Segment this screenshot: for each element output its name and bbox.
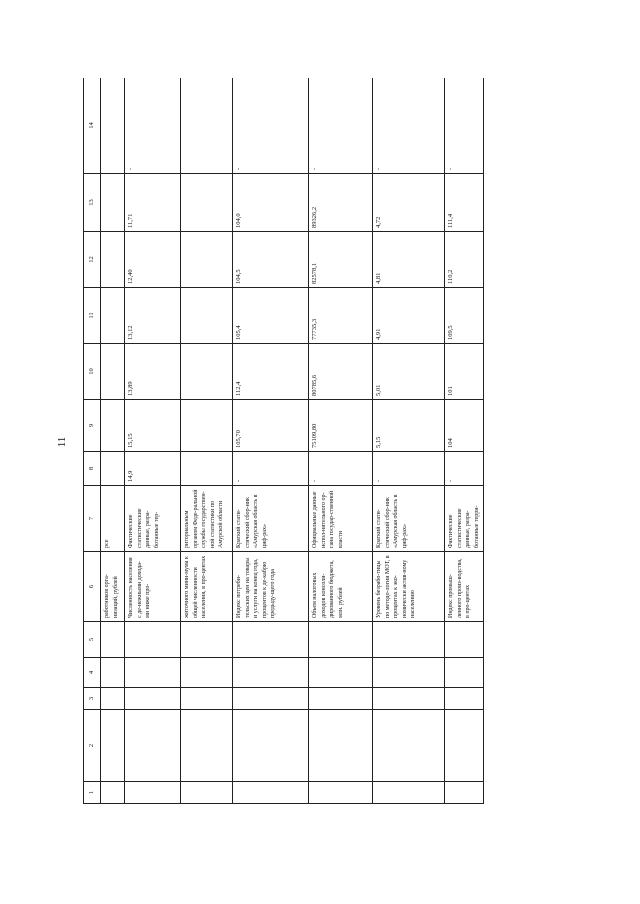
header-cell: 2 [84,710,101,782]
value-cell: - [373,78,445,174]
value-cell [101,344,125,400]
header-cell: 6 [84,552,101,622]
value-cell [181,400,233,452]
value-cell: - [233,452,309,486]
empty-cell [373,688,445,710]
source-cell: риториальным органом Феде-ральной службы государствен-ной статистики по Амурской области [181,486,233,552]
empty-cell [309,782,373,804]
empty-cell [309,688,373,710]
empty-cell [233,688,309,710]
value-cell: - [125,78,181,174]
value-cell [101,288,125,344]
indicator-name-cell: Индекс потреби-тельских цен на товары и услуги на конец года, процентов к де-кабрю предыду-щего года [233,552,309,622]
source-cell: Краткий стати-стический сбор-ник «Амурская область в циф-рах» [373,486,445,552]
indicator-name-cell: житочного мини-мума к общей численности населения, в про-центах [181,552,233,622]
value-cell: 104,5 [233,232,309,288]
empty-cell [233,622,309,658]
value-cell: 105,70 [233,400,309,452]
source-cell: Фактические статистические данные, разра-ботанные терри- [445,486,484,552]
header-cell: 10 [84,344,101,400]
value-cell [181,344,233,400]
empty-cell [445,688,484,710]
value-cell: 80785,6 [309,344,373,400]
value-cell [101,452,125,486]
indicators-table [83,78,484,804]
value-cell [181,288,233,344]
empty-cell [309,622,373,658]
table-row [125,78,181,804]
value-cell: 109,5 [445,288,484,344]
empty-cell [233,658,309,688]
value-cell: 104,0 [233,174,309,232]
empty-cell [373,658,445,688]
table-row [181,78,233,804]
document-table-area [83,78,548,804]
value-cell: 11,71 [125,174,181,232]
empty-cell [125,658,181,688]
value-cell: 4,72 [373,174,445,232]
empty-cell [125,622,181,658]
source-cell: Официальные данные испол-нительного ор-гана государ-ственной власти [309,486,373,552]
table-row [309,78,373,804]
value-cell: 12,40 [125,232,181,288]
indicator-name-cell: работников орга-низаций, рублей [101,552,125,622]
empty-cell [125,782,181,804]
empty-cell [181,710,233,782]
empty-cell [373,710,445,782]
header-cell: 1 [84,782,101,804]
table-row [233,78,309,804]
empty-cell [101,782,125,804]
empty-cell [445,658,484,688]
table-row [445,78,484,804]
value-cell: - [373,452,445,486]
page-number: 11 [56,436,68,448]
value-cell: 111,4 [445,174,484,232]
header-cell: 7 [84,486,101,552]
rotated-table-container [83,78,548,804]
header-cell: 9 [84,400,101,452]
value-cell: - [445,78,484,174]
empty-cell [233,782,309,804]
value-cell: - [309,78,373,174]
value-cell: 13,89 [125,344,181,400]
value-cell [181,452,233,486]
empty-cell [309,658,373,688]
empty-cell [181,658,233,688]
value-cell: 101 [445,344,484,400]
page-number-wrap [52,436,72,456]
header-cell: 4 [84,658,101,688]
value-cell: 89326,2 [309,174,373,232]
header-cell: 14 [84,78,101,174]
empty-cell [181,622,233,658]
source-cell: Фактические статистические данные, разра-ботанные тер- [125,486,181,552]
empty-cell [101,622,125,658]
value-cell: - [233,78,309,174]
source-cell: Краткий стати-стический сбор-ник «Амурская область в циф-рах» [233,486,309,552]
empty-cell [445,710,484,782]
indicator-name-cell: Уровень безрабо-тицы по методо-логии МОТ, в процентах к эко-номически актив-ному населению [373,552,445,622]
empty-cell [101,710,125,782]
empty-cell [181,782,233,804]
header-cell: 8 [84,452,101,486]
value-cell: 4,91 [373,288,445,344]
value-cell: 82578,1 [309,232,373,288]
value-cell: 105,4 [233,288,309,344]
value-cell [181,232,233,288]
value-cell: 5,01 [373,344,445,400]
empty-cell [125,710,181,782]
value-cell: 14,9 [125,452,181,486]
empty-cell [309,710,373,782]
empty-cell [373,782,445,804]
value-cell [101,174,125,232]
value-cell [181,174,233,232]
value-cell [101,400,125,452]
value-cell [101,232,125,288]
value-cell: 77735,3 [309,288,373,344]
value-cell: 75109,80 [309,400,373,452]
empty-cell [125,688,181,710]
header-row [84,78,101,804]
header-cell: 3 [84,688,101,710]
value-cell: 104 [445,400,484,452]
value-cell: 4,81 [373,232,445,288]
value-cell: 112,4 [233,344,309,400]
empty-cell [445,782,484,804]
header-cell: 13 [84,174,101,232]
value-cell: 5,15 [373,400,445,452]
value-cell [181,78,233,174]
empty-cell [101,688,125,710]
empty-cell [445,622,484,658]
value-cell: 110,2 [445,232,484,288]
empty-cell [233,710,309,782]
source-cell: рсе [101,486,125,552]
indicator-name-cell: Численность населения с де-нежными дохода-ми ниже про- [125,552,181,622]
value-cell: - [309,452,373,486]
header-cell: 11 [84,288,101,344]
table-row [373,78,445,804]
empty-cell [373,622,445,658]
header-cell: 5 [84,622,101,658]
empty-cell [101,658,125,688]
indicator-name-cell: Индекс промыш-ленного произ-водства, в про-центах [445,552,484,622]
table-row [101,78,125,804]
value-cell: - [445,452,484,486]
header-cell: 12 [84,232,101,288]
value-cell [101,78,125,174]
empty-cell [181,688,233,710]
value-cell: 15,15 [125,400,181,452]
indicator-name-cell: Объем налоговых доходов консоли-дированного бюджета, млн. рублей [309,552,373,622]
value-cell: 13,12 [125,288,181,344]
